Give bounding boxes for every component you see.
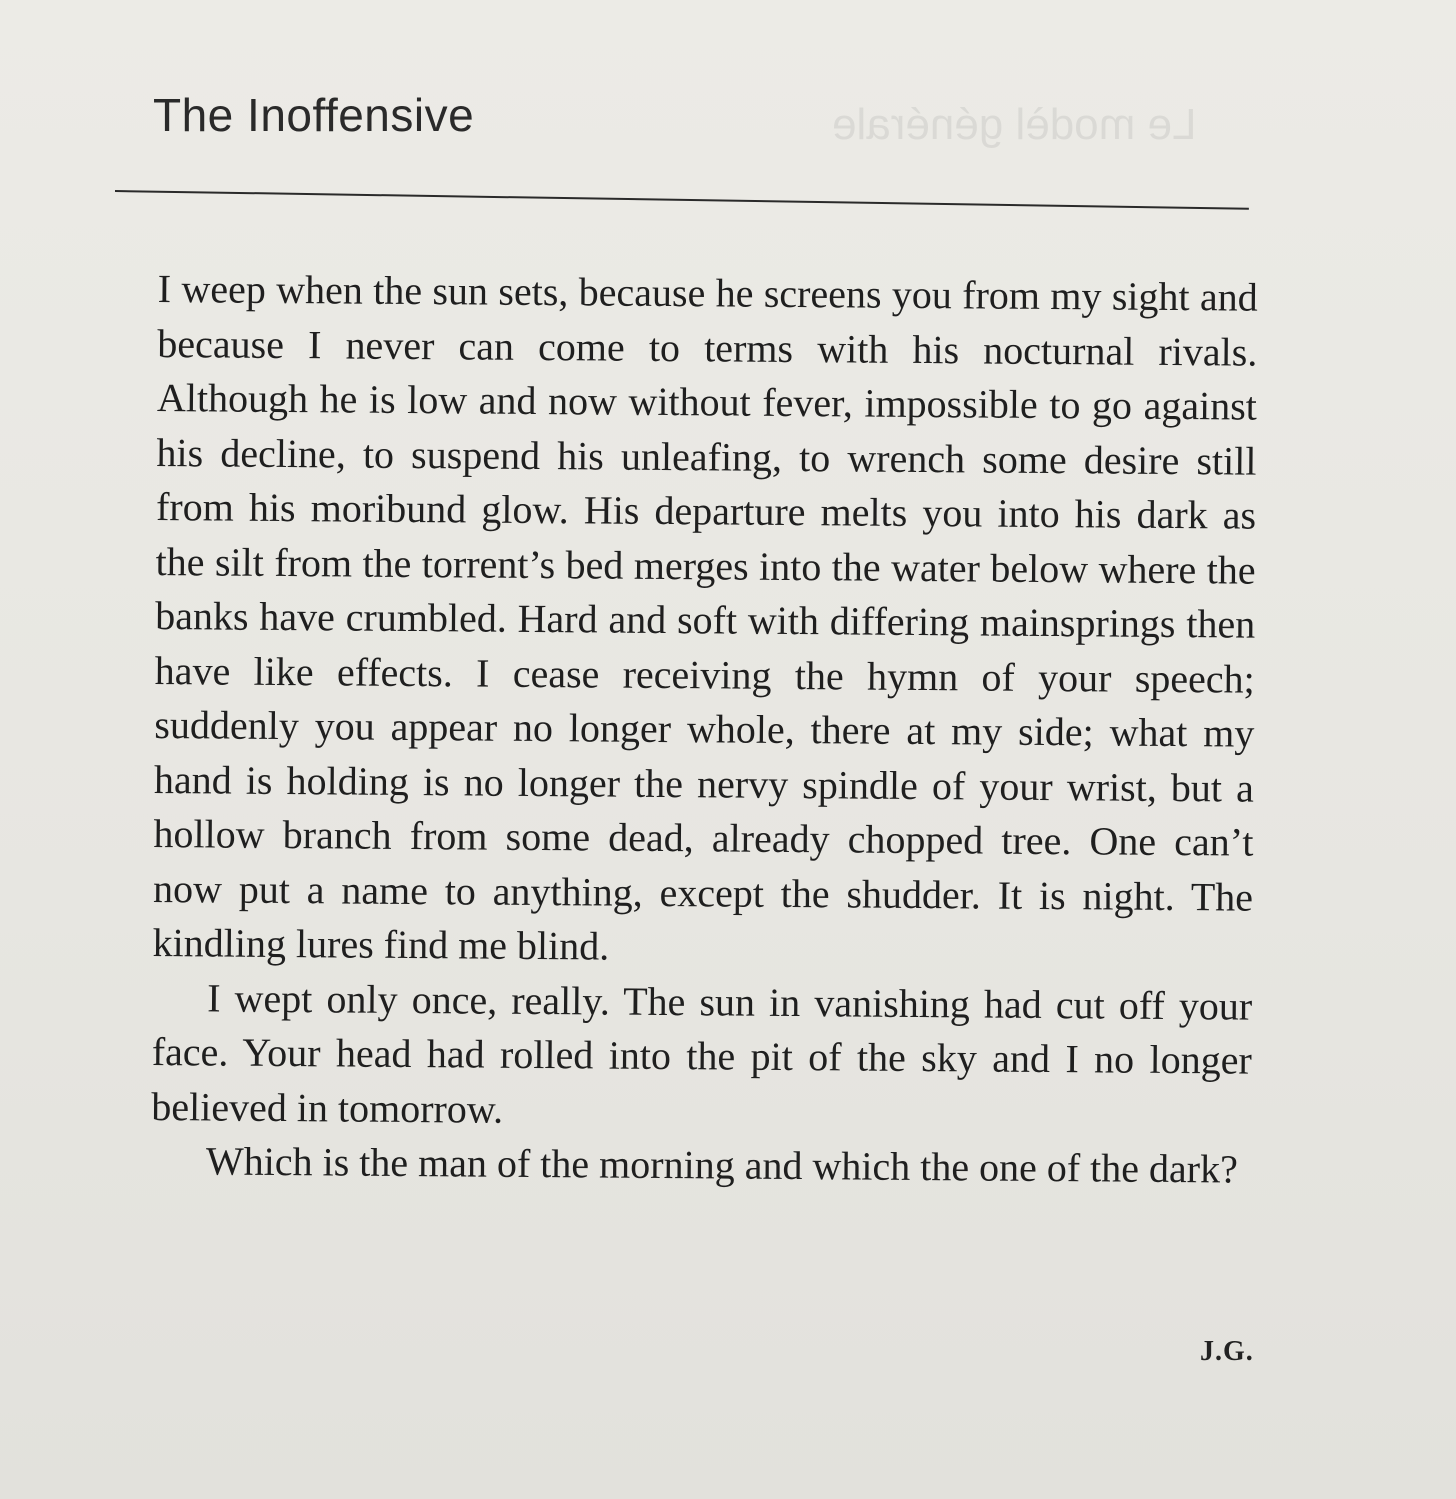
show-through-text: Le modèl générale (831, 100, 1196, 149)
paragraph-1: I weep when the sun sets, because he screens you from my sight and because I never can come to terms with his nocturnal rivals. Although he is low and now without fever, impossible to go against his decline, to suspend his unleafing, to wrench some desire still from his moribund glow. His departure melts you into his dark as the silt from the torrent’s bed merges into the water below where the banks have crumbled. Hard and soft with differing mainsprings then have like effects. I cease receiving the hymn of your speech; suddenly you appear no longer whole, there at my side; what my hand is holding is no longer the nervy spindle of your wrist, but a hollow branch from some dead, already chopped tree. One can’t now put a name to anything, except the shudder. It is night. The kindling lures find me blind. (152, 265, 1258, 969)
paragraph-2: I wept only once, really. The sun in vanishing had cut off your face. Your head had rolled into the pit of the sky and I no longer believed in tomorrow. (151, 974, 1253, 1132)
body-text (151, 262, 1258, 1197)
paragraph-3: Which is the man of the morning and which the one of the dark? (205, 1138, 1239, 1192)
page-title: The Inoffensive (153, 89, 475, 141)
title-divider (115, 190, 1249, 210)
author-initials: J.G. (1200, 1336, 1254, 1367)
